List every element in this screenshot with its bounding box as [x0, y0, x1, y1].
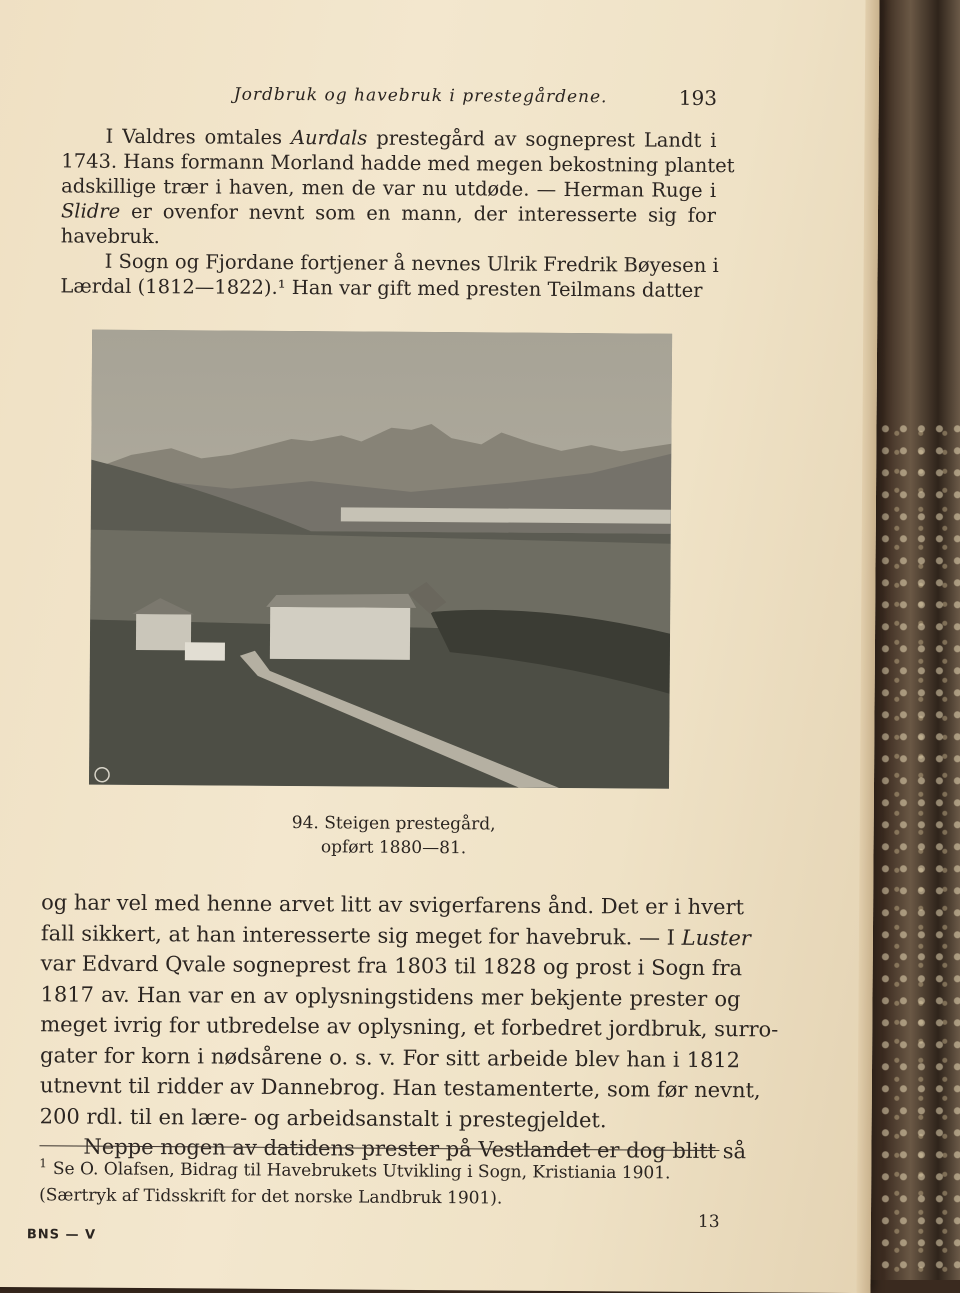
- body-text-bottom: [39, 887, 779, 1166]
- body-text-top: [60, 123, 735, 303]
- text-line: utnevnt til ridder av Dannebrog. Han testamenterte, som før nevnt,: [39, 1073, 761, 1103]
- footnotes: [39, 1150, 729, 1212]
- text-line: og har vel med henne arvet litt av svigerfarens ånd. Det er i hvert: [41, 890, 745, 920]
- footnote-marker: 1: [39, 1156, 48, 1171]
- italic-place-name: Aurdals: [290, 126, 368, 150]
- text-line: I Valdres omtales Aurdals prestegård av sogneprest Landt i: [105, 124, 717, 153]
- text-line: adskillige trær i haven, men de var nu utdøde. — Herman Ruge i: [61, 174, 717, 203]
- text-line: Slidre er ovenfor nevnt som en mann, der interesserte sig for: [60, 199, 717, 228]
- steigen-parsonage-photo: [89, 330, 672, 789]
- text-line: 200 rdl. til en lære- og arbeidsanstalt i prestegjeldet.: [39, 1103, 607, 1132]
- footnote-1: [39, 1150, 729, 1186]
- text-line: 1817 av. Han var en av oplysningstidens mer bekjente prester og: [40, 981, 741, 1011]
- figure-caption: [278, 811, 508, 861]
- figure-photo: [89, 330, 672, 789]
- text-line: meget ivrig for utbredelse av oplysning, et forbedret jordbruk, surro-: [40, 1012, 779, 1042]
- caption-line-2: opført 1880—81.: [320, 837, 467, 859]
- signature-number: 13: [697, 1211, 720, 1233]
- text-line: havebruk.: [60, 224, 161, 249]
- text-line: fall sikkert, at han interesserte sig meget for havebruk. — I Luster: [40, 920, 751, 950]
- footnote-1-text: Se O. Olafsen, Bidrag til Havebrukets Utvikling i Sogn, Kristiania 1901.: [52, 1159, 671, 1184]
- page-number: 193: [678, 85, 718, 111]
- running-head: Jordbruk og havebruk i prestegårdene.: [233, 84, 608, 108]
- text-line: Neppe nogen av datidens prester på Vestlandet er dog blitt så: [83, 1134, 747, 1164]
- text-line: Lærdal (1812—1822).¹ Han var gift med presten Teilmans datter: [60, 274, 703, 302]
- text-line: var Edvard Qvale sogneprest fra 1803 til 1828 og prost i Sogn fra: [40, 951, 743, 981]
- printer-signature: BNS — V: [26, 1227, 97, 1243]
- text-line: 1743. Hans formann Morland hadde med megen bekostning plantet: [61, 149, 735, 178]
- italic-place-name: Luster: [681, 925, 751, 950]
- caption-line-1: 94. Steigen prestegård,: [291, 813, 496, 835]
- text-line: gater for korn i nødsårene o. s. v. For sitt arbeide blev han i 1812: [40, 1042, 741, 1072]
- footnote-1-continued: (Særtryk af Tidsskrift for det norske Landbruk 1901).: [39, 1184, 503, 1209]
- italic-place-name: Slidre: [60, 199, 121, 223]
- text-line: I Sogn og Fjordane fortjener å nevnes Ulrik Fredrik Bøyesen i: [104, 249, 719, 278]
- marbled-edge: [880, 420, 960, 1280]
